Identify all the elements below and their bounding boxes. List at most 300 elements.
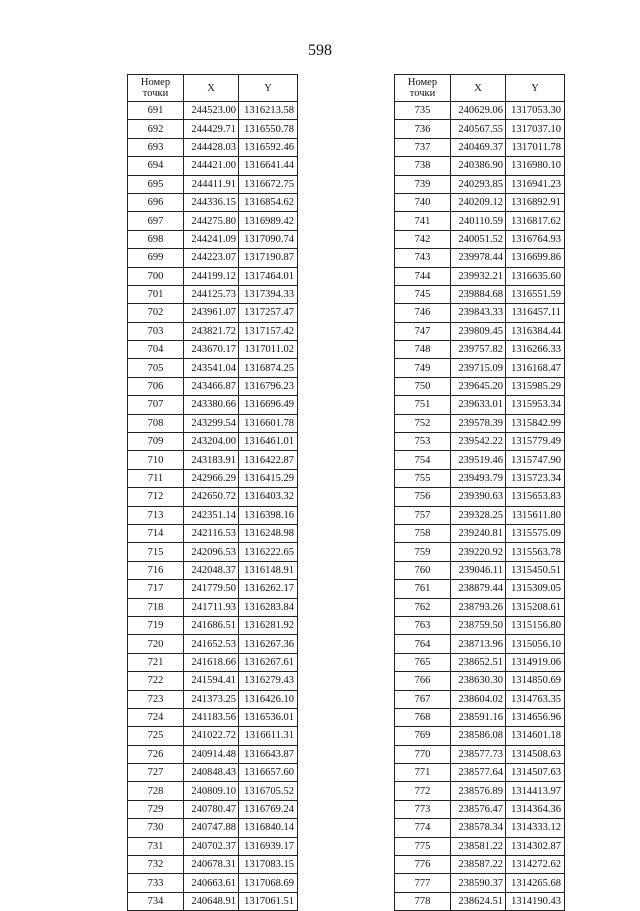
x-coordinate-cell: 238591.16	[451, 708, 506, 726]
x-coordinate-cell: 240780.47	[184, 800, 239, 818]
x-coordinate-cell: 238604.02	[451, 690, 506, 708]
table-row	[395, 727, 565, 745]
table-row	[128, 469, 298, 487]
header-x: X	[184, 75, 239, 102]
y-coordinate-cell: 1316635.60	[506, 267, 565, 285]
table-row	[128, 708, 298, 726]
y-coordinate-cell: 1316267.36	[239, 635, 298, 653]
point-number-cell: 724	[128, 708, 184, 726]
point-number-cell: 702	[128, 304, 184, 322]
table-row	[395, 653, 565, 671]
point-number-cell: 703	[128, 322, 184, 340]
table-row	[128, 580, 298, 598]
point-number-cell: 696	[128, 193, 184, 211]
y-coordinate-cell: 1316536.01	[239, 708, 298, 726]
y-coordinate-cell: 1316422.87	[239, 451, 298, 469]
y-coordinate-cell: 1316980.10	[506, 157, 565, 175]
table-row	[128, 672, 298, 690]
x-coordinate-cell: 238713.96	[451, 635, 506, 653]
x-coordinate-cell: 239843.33	[451, 304, 506, 322]
x-coordinate-cell: 244125.73	[184, 285, 239, 303]
point-number-cell: 742	[395, 230, 451, 248]
table-header-row	[128, 75, 298, 102]
point-number-cell: 772	[395, 782, 451, 800]
point-number-cell: 695	[128, 175, 184, 193]
x-coordinate-cell: 238759.50	[451, 616, 506, 634]
x-coordinate-cell: 239240.81	[451, 524, 506, 542]
point-number-cell: 736	[395, 120, 451, 138]
table-row	[395, 157, 565, 175]
y-coordinate-cell: 1314507.63	[506, 764, 565, 782]
table-row	[395, 800, 565, 818]
y-coordinate-cell: 1314656.96	[506, 708, 565, 726]
table-row	[395, 451, 565, 469]
y-coordinate-cell: 1317011.78	[506, 138, 565, 156]
x-coordinate-cell: 241618.66	[184, 653, 239, 671]
y-coordinate-cell: 1315747.90	[506, 451, 565, 469]
x-coordinate-cell: 243380.66	[184, 396, 239, 414]
y-coordinate-cell: 1316262.17	[239, 580, 298, 598]
table-row	[128, 120, 298, 138]
y-coordinate-cell: 1316461.01	[239, 433, 298, 451]
table-row	[128, 193, 298, 211]
table-row	[395, 543, 565, 561]
x-coordinate-cell: 238577.73	[451, 745, 506, 763]
y-coordinate-cell: 1316989.42	[239, 212, 298, 230]
x-coordinate-cell: 242048.37	[184, 561, 239, 579]
point-number-cell: 776	[395, 856, 451, 874]
table-row	[395, 414, 565, 432]
point-number-cell: 748	[395, 341, 451, 359]
point-number-cell: 711	[128, 469, 184, 487]
table-row	[395, 267, 565, 285]
coordinates-table-left	[127, 74, 298, 911]
table-row	[395, 580, 565, 598]
y-coordinate-cell: 1314850.69	[506, 672, 565, 690]
table-row	[128, 856, 298, 874]
table-row	[395, 212, 565, 230]
point-number-cell: 773	[395, 800, 451, 818]
x-coordinate-cell: 239328.25	[451, 506, 506, 524]
x-coordinate-cell: 243299.54	[184, 414, 239, 432]
point-number-cell: 716	[128, 561, 184, 579]
point-number-cell: 721	[128, 653, 184, 671]
point-number-cell: 770	[395, 745, 451, 763]
table-row	[128, 341, 298, 359]
table-row	[128, 543, 298, 561]
point-number-cell: 726	[128, 745, 184, 763]
point-number-cell: 707	[128, 396, 184, 414]
y-coordinate-cell: 1316279.43	[239, 672, 298, 690]
table-row	[128, 727, 298, 745]
point-number-cell: 693	[128, 138, 184, 156]
page-number: 598	[308, 42, 332, 59]
table-row	[128, 745, 298, 763]
point-number-cell: 728	[128, 782, 184, 800]
table-row	[395, 524, 565, 542]
x-coordinate-cell: 239046.11	[451, 561, 506, 579]
y-coordinate-cell: 1316699.86	[506, 249, 565, 267]
table-row	[395, 819, 565, 837]
y-coordinate-cell: 1317068.69	[239, 874, 298, 892]
y-coordinate-cell: 1316643.87	[239, 745, 298, 763]
point-number-cell: 733	[128, 874, 184, 892]
point-number-cell: 759	[395, 543, 451, 561]
point-number-cell: 709	[128, 433, 184, 451]
point-number-cell: 698	[128, 230, 184, 248]
point-number-cell: 729	[128, 800, 184, 818]
point-number-cell: 699	[128, 249, 184, 267]
table-row	[128, 433, 298, 451]
y-coordinate-cell: 1316672.75	[239, 175, 298, 193]
header-y: Y	[239, 75, 298, 102]
coordinates-table-right	[394, 74, 565, 911]
x-coordinate-cell: 242096.53	[184, 543, 239, 561]
y-coordinate-cell: 1317394.33	[239, 285, 298, 303]
y-coordinate-cell: 1316769.24	[239, 800, 298, 818]
table-row	[395, 322, 565, 340]
point-number-cell: 774	[395, 819, 451, 837]
point-number-cell: 738	[395, 157, 451, 175]
table-row	[128, 267, 298, 285]
table-row	[128, 230, 298, 248]
table-row	[395, 745, 565, 763]
y-coordinate-cell: 1314763.35	[506, 690, 565, 708]
y-coordinate-cell: 1315156.80	[506, 616, 565, 634]
table-row	[128, 616, 298, 634]
point-number-cell: 777	[395, 874, 451, 892]
table-row	[128, 892, 298, 910]
table-row	[395, 764, 565, 782]
x-coordinate-cell: 239578.39	[451, 414, 506, 432]
point-number-cell: 704	[128, 341, 184, 359]
table-row	[128, 690, 298, 708]
x-coordinate-cell: 244411.91	[184, 175, 239, 193]
x-coordinate-cell: 241711.93	[184, 598, 239, 616]
x-coordinate-cell: 238586.08	[451, 727, 506, 745]
point-number-cell: 725	[128, 727, 184, 745]
x-coordinate-cell: 239978.44	[451, 249, 506, 267]
x-coordinate-cell: 238652.51	[451, 653, 506, 671]
y-coordinate-cell: 1317053.30	[506, 102, 565, 120]
y-coordinate-cell: 1316657.60	[239, 764, 298, 782]
x-coordinate-cell: 241686.51	[184, 616, 239, 634]
x-coordinate-cell: 238576.89	[451, 782, 506, 800]
header-y: Y	[506, 75, 565, 102]
y-coordinate-cell: 1315611.80	[506, 506, 565, 524]
x-coordinate-cell: 244199.12	[184, 267, 239, 285]
table-row	[395, 193, 565, 211]
x-coordinate-cell: 239932.21	[451, 267, 506, 285]
y-coordinate-cell: 1315208.61	[506, 598, 565, 616]
table-row	[395, 856, 565, 874]
y-coordinate-cell: 1316696.49	[239, 396, 298, 414]
point-number-cell: 752	[395, 414, 451, 432]
point-number-cell: 705	[128, 359, 184, 377]
point-number-cell: 692	[128, 120, 184, 138]
point-number-cell: 778	[395, 892, 451, 910]
x-coordinate-cell: 242650.72	[184, 488, 239, 506]
point-number-cell: 697	[128, 212, 184, 230]
point-number-cell: 735	[395, 102, 451, 120]
y-coordinate-cell: 1316705.52	[239, 782, 298, 800]
y-coordinate-cell: 1317257.47	[239, 304, 298, 322]
x-coordinate-cell: 244241.09	[184, 230, 239, 248]
y-coordinate-cell: 1315056.10	[506, 635, 565, 653]
x-coordinate-cell: 238630.30	[451, 672, 506, 690]
x-coordinate-cell: 242966.29	[184, 469, 239, 487]
x-coordinate-cell: 239645.20	[451, 377, 506, 395]
header-point-number: Номер точки	[128, 75, 184, 102]
y-coordinate-cell: 1314601.18	[506, 727, 565, 745]
point-number-cell: 718	[128, 598, 184, 616]
x-coordinate-cell: 243183.91	[184, 451, 239, 469]
y-coordinate-cell: 1317190.87	[239, 249, 298, 267]
point-number-cell: 739	[395, 175, 451, 193]
table-row	[395, 359, 565, 377]
point-number-cell: 746	[395, 304, 451, 322]
x-coordinate-cell: 243466.87	[184, 377, 239, 395]
y-coordinate-cell: 1316222.65	[239, 543, 298, 561]
y-coordinate-cell: 1316426.10	[239, 690, 298, 708]
y-coordinate-cell: 1316168.47	[506, 359, 565, 377]
point-number-cell: 730	[128, 819, 184, 837]
point-number-cell: 762	[395, 598, 451, 616]
y-coordinate-cell: 1315842.99	[506, 414, 565, 432]
x-coordinate-cell: 240648.91	[184, 892, 239, 910]
table-row	[395, 782, 565, 800]
x-coordinate-cell: 239884.68	[451, 285, 506, 303]
point-number-cell: 731	[128, 837, 184, 855]
point-number-cell: 694	[128, 157, 184, 175]
x-coordinate-cell: 240209.12	[451, 193, 506, 211]
x-coordinate-cell: 240629.06	[451, 102, 506, 120]
point-number-cell: 700	[128, 267, 184, 285]
table-row	[395, 506, 565, 524]
x-coordinate-cell: 240848.43	[184, 764, 239, 782]
table-row	[395, 249, 565, 267]
x-coordinate-cell: 240702.37	[184, 837, 239, 855]
point-number-cell: 740	[395, 193, 451, 211]
y-coordinate-cell: 1316283.84	[239, 598, 298, 616]
table-row	[395, 433, 565, 451]
table-row	[395, 396, 565, 414]
x-coordinate-cell: 238793.26	[451, 598, 506, 616]
y-coordinate-cell: 1316796.23	[239, 377, 298, 395]
y-coordinate-cell: 1314919.06	[506, 653, 565, 671]
x-coordinate-cell: 244223.07	[184, 249, 239, 267]
y-coordinate-cell: 1317090.74	[239, 230, 298, 248]
y-coordinate-cell: 1314190.43	[506, 892, 565, 910]
x-coordinate-cell: 241022.72	[184, 727, 239, 745]
point-number-cell: 712	[128, 488, 184, 506]
table-row	[128, 414, 298, 432]
y-coordinate-cell: 1316611.31	[239, 727, 298, 745]
point-number-cell: 714	[128, 524, 184, 542]
x-coordinate-cell: 244421.00	[184, 157, 239, 175]
x-coordinate-cell: 240809.10	[184, 782, 239, 800]
point-number-cell: 743	[395, 249, 451, 267]
y-coordinate-cell: 1315575.09	[506, 524, 565, 542]
point-number-cell: 757	[395, 506, 451, 524]
point-number-cell: 749	[395, 359, 451, 377]
point-number-cell: 715	[128, 543, 184, 561]
point-number-cell: 723	[128, 690, 184, 708]
y-coordinate-cell: 1316641.44	[239, 157, 298, 175]
point-number-cell: 745	[395, 285, 451, 303]
point-number-cell: 761	[395, 580, 451, 598]
y-coordinate-cell: 1316854.62	[239, 193, 298, 211]
y-coordinate-cell: 1317011.02	[239, 341, 298, 359]
point-number-cell: 747	[395, 322, 451, 340]
point-number-cell: 768	[395, 708, 451, 726]
y-coordinate-cell: 1317037.10	[506, 120, 565, 138]
point-number-cell: 754	[395, 451, 451, 469]
table-row	[395, 616, 565, 634]
x-coordinate-cell: 239757.82	[451, 341, 506, 359]
x-coordinate-cell: 239220.92	[451, 543, 506, 561]
table-row	[128, 249, 298, 267]
table-row	[395, 175, 565, 193]
table-row	[128, 800, 298, 818]
table-row	[395, 304, 565, 322]
x-coordinate-cell: 243541.04	[184, 359, 239, 377]
y-coordinate-cell: 1316415.29	[239, 469, 298, 487]
y-coordinate-cell: 1315953.34	[506, 396, 565, 414]
table-row	[395, 469, 565, 487]
point-number-cell: 765	[395, 653, 451, 671]
point-number-cell: 701	[128, 285, 184, 303]
x-coordinate-cell: 241652.53	[184, 635, 239, 653]
x-coordinate-cell: 238581.22	[451, 837, 506, 855]
y-coordinate-cell: 1316550.78	[239, 120, 298, 138]
x-coordinate-cell: 242116.53	[184, 524, 239, 542]
y-coordinate-cell: 1314364.36	[506, 800, 565, 818]
table-row	[395, 377, 565, 395]
table-row	[128, 102, 298, 120]
x-coordinate-cell: 238587.22	[451, 856, 506, 874]
table-row	[128, 377, 298, 395]
y-coordinate-cell: 1314265.68	[506, 874, 565, 892]
point-number-cell: 766	[395, 672, 451, 690]
table-row	[395, 341, 565, 359]
y-coordinate-cell: 1316592.46	[239, 138, 298, 156]
table-row	[128, 506, 298, 524]
x-coordinate-cell: 243670.17	[184, 341, 239, 359]
x-coordinate-cell: 238879.44	[451, 580, 506, 598]
y-coordinate-cell: 1317464.01	[239, 267, 298, 285]
point-number-cell: 719	[128, 616, 184, 634]
x-coordinate-cell: 239715.09	[451, 359, 506, 377]
y-coordinate-cell: 1316817.62	[506, 212, 565, 230]
y-coordinate-cell: 1316248.98	[239, 524, 298, 542]
table-row	[128, 782, 298, 800]
point-number-cell: 717	[128, 580, 184, 598]
table-row	[128, 396, 298, 414]
x-coordinate-cell: 240663.61	[184, 874, 239, 892]
point-number-cell: 720	[128, 635, 184, 653]
y-coordinate-cell: 1315985.29	[506, 377, 565, 395]
y-coordinate-cell: 1317083.15	[239, 856, 298, 874]
y-coordinate-cell: 1316764.93	[506, 230, 565, 248]
table-row	[395, 102, 565, 120]
y-coordinate-cell: 1316551.59	[506, 285, 565, 303]
x-coordinate-cell: 244336.15	[184, 193, 239, 211]
y-coordinate-cell: 1315723.34	[506, 469, 565, 487]
y-coordinate-cell: 1314302.87	[506, 837, 565, 855]
table-row	[395, 598, 565, 616]
y-coordinate-cell: 1314508.63	[506, 745, 565, 763]
y-coordinate-cell: 1314272.62	[506, 856, 565, 874]
table-row	[128, 212, 298, 230]
point-number-cell: 751	[395, 396, 451, 414]
table-row	[128, 524, 298, 542]
y-coordinate-cell: 1316941.23	[506, 175, 565, 193]
point-number-cell: 710	[128, 451, 184, 469]
point-number-cell: 706	[128, 377, 184, 395]
x-coordinate-cell: 240051.52	[451, 230, 506, 248]
x-coordinate-cell: 241594.41	[184, 672, 239, 690]
point-number-cell: 756	[395, 488, 451, 506]
point-number-cell: 708	[128, 414, 184, 432]
point-number-cell: 753	[395, 433, 451, 451]
point-number-cell: 750	[395, 377, 451, 395]
x-coordinate-cell: 243204.00	[184, 433, 239, 451]
table-row	[128, 359, 298, 377]
x-coordinate-cell: 238590.37	[451, 874, 506, 892]
x-coordinate-cell: 238578.34	[451, 819, 506, 837]
table-row	[128, 285, 298, 303]
table-row	[395, 120, 565, 138]
point-number-cell: 727	[128, 764, 184, 782]
y-coordinate-cell: 1316892.91	[506, 193, 565, 211]
table-row	[128, 819, 298, 837]
table-row	[128, 598, 298, 616]
table-row	[128, 874, 298, 892]
y-coordinate-cell: 1315309.05	[506, 580, 565, 598]
point-number-cell: 769	[395, 727, 451, 745]
point-number-cell: 713	[128, 506, 184, 524]
y-coordinate-cell: 1314333.12	[506, 819, 565, 837]
x-coordinate-cell: 241779.50	[184, 580, 239, 598]
header-point-number: Номер точки	[395, 75, 451, 102]
y-coordinate-cell: 1316267.61	[239, 653, 298, 671]
point-number-cell: 767	[395, 690, 451, 708]
x-coordinate-cell: 240469.37	[451, 138, 506, 156]
x-coordinate-cell: 239493.79	[451, 469, 506, 487]
x-coordinate-cell: 241373.25	[184, 690, 239, 708]
table-row	[128, 157, 298, 175]
x-coordinate-cell: 243821.72	[184, 322, 239, 340]
table-header-row	[395, 75, 565, 102]
table-row	[395, 488, 565, 506]
table-row	[395, 690, 565, 708]
point-number-cell: 732	[128, 856, 184, 874]
table-row	[395, 561, 565, 579]
x-coordinate-cell: 238577.64	[451, 764, 506, 782]
table-row	[128, 635, 298, 653]
y-coordinate-cell: 1316939.17	[239, 837, 298, 855]
table-row	[395, 635, 565, 653]
x-coordinate-cell: 243961.07	[184, 304, 239, 322]
table-row	[128, 175, 298, 193]
y-coordinate-cell: 1315779.49	[506, 433, 565, 451]
table-row	[395, 708, 565, 726]
x-coordinate-cell: 240747.88	[184, 819, 239, 837]
table-row	[395, 138, 565, 156]
header-x: X	[451, 75, 506, 102]
table-row	[128, 304, 298, 322]
